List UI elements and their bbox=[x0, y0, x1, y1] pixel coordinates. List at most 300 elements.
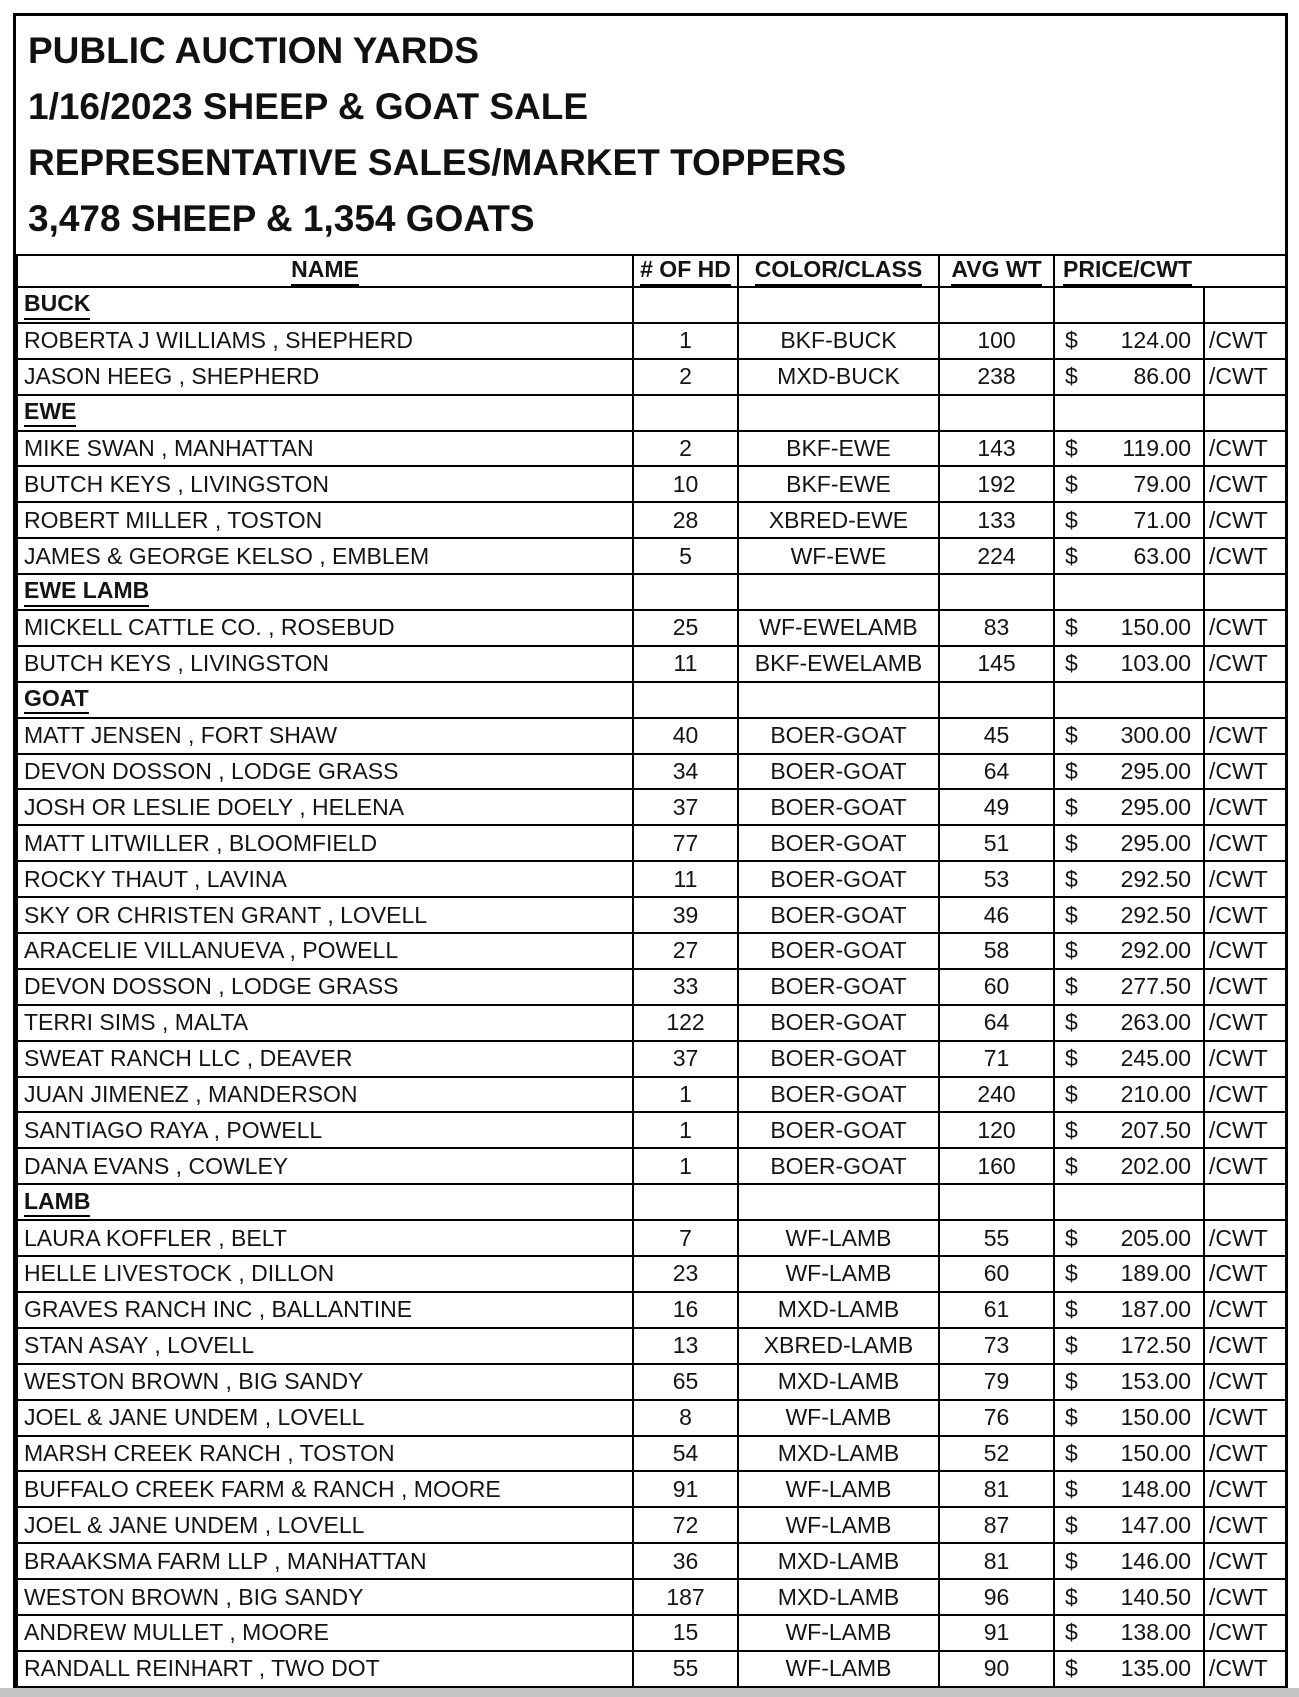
color-class-cell: WF-LAMB bbox=[738, 1615, 939, 1651]
price-wrap bbox=[1055, 902, 1203, 929]
price-amount: 245.00 bbox=[1120, 1045, 1191, 1072]
price-cell bbox=[1054, 502, 1204, 538]
avg-weight-cell: 53 bbox=[939, 861, 1054, 897]
price-amount: 103.00 bbox=[1120, 650, 1191, 677]
color-class-cell: BOER-GOAT bbox=[738, 1148, 939, 1184]
price-unit-cell: /CWT bbox=[1204, 1292, 1286, 1328]
avg-weight-cell: 90 bbox=[939, 1651, 1054, 1687]
section-row bbox=[17, 682, 1286, 718]
seller-name-cell: JUAN JIMENEZ , MANDERSON bbox=[17, 1077, 633, 1113]
head-count-cell: 36 bbox=[633, 1543, 738, 1579]
price-cell bbox=[1054, 969, 1204, 1005]
price-unit-cell: /CWT bbox=[1204, 1077, 1286, 1113]
head-count-cell: 122 bbox=[633, 1005, 738, 1041]
section-label-cell bbox=[17, 682, 633, 718]
table-row bbox=[17, 1507, 1286, 1543]
price-wrap bbox=[1055, 543, 1203, 570]
column-header-price-cwt bbox=[1054, 255, 1286, 287]
table-row bbox=[17, 861, 1286, 897]
table-row bbox=[17, 1005, 1286, 1041]
price-cell bbox=[1054, 1436, 1204, 1472]
price-amount: 207.50 bbox=[1120, 1116, 1191, 1143]
table-row bbox=[17, 1077, 1286, 1113]
color-class-cell: MXD-LAMB bbox=[738, 1364, 939, 1400]
seller-name-cell: JOEL & JANE UNDEM , LOVELL bbox=[17, 1507, 633, 1543]
empty-cell bbox=[939, 287, 1054, 323]
empty-cell bbox=[1204, 682, 1286, 718]
table-row bbox=[17, 897, 1286, 933]
column-header-color-class bbox=[738, 255, 939, 287]
empty-cell bbox=[1204, 287, 1286, 323]
currency-symbol: $ bbox=[1065, 1224, 1078, 1251]
column-header-avg-wt bbox=[939, 255, 1054, 287]
price-cell bbox=[1054, 718, 1204, 754]
currency-symbol: $ bbox=[1065, 793, 1078, 820]
column-header-avg-wt-label: AVG WT bbox=[951, 257, 1041, 285]
currency-symbol: $ bbox=[1065, 327, 1078, 354]
price-unit-cell: /CWT bbox=[1204, 825, 1286, 861]
table-row bbox=[17, 1651, 1286, 1687]
currency-symbol: $ bbox=[1065, 1475, 1078, 1502]
price-cell bbox=[1054, 1507, 1204, 1543]
empty-cell bbox=[633, 682, 738, 718]
currency-symbol: $ bbox=[1065, 1081, 1078, 1108]
seller-name-cell: JOSH OR LESLIE DOELY , HELENA bbox=[17, 789, 633, 825]
report-date-line: 1/16/2023 SHEEP & GOAT SALE bbox=[28, 86, 589, 127]
price-unit-cell: /CWT bbox=[1204, 1328, 1286, 1364]
report-counts-line: 3,478 SHEEP & 1,354 GOATS bbox=[28, 198, 535, 239]
head-count-cell: 11 bbox=[633, 861, 738, 897]
column-header-head-count-label: # OF HD bbox=[640, 257, 731, 285]
price-cell bbox=[1054, 1579, 1204, 1615]
price-cell bbox=[1054, 646, 1204, 682]
currency-symbol: $ bbox=[1065, 901, 1078, 928]
price-cell bbox=[1054, 1041, 1204, 1077]
price-wrap bbox=[1055, 1512, 1203, 1539]
seller-name-cell: WESTON BROWN , BIG SANDY bbox=[17, 1364, 633, 1400]
head-count-cell: 13 bbox=[633, 1328, 738, 1364]
color-class-cell: BKF-EWE bbox=[738, 431, 939, 467]
seller-name-cell: ARACELIE VILLANUEVA , POWELL bbox=[17, 933, 633, 969]
empty-cell bbox=[939, 682, 1054, 718]
price-wrap bbox=[1055, 1117, 1203, 1144]
head-count-cell: 34 bbox=[633, 754, 738, 790]
price-wrap bbox=[1055, 1332, 1203, 1359]
price-wrap bbox=[1055, 722, 1203, 749]
currency-symbol: $ bbox=[1065, 1296, 1078, 1323]
avg-weight-cell: 55 bbox=[939, 1220, 1054, 1256]
price-amount: 292.00 bbox=[1120, 937, 1191, 964]
price-wrap bbox=[1055, 937, 1203, 964]
color-class-cell: WF-LAMB bbox=[738, 1471, 939, 1507]
price-unit-cell: /CWT bbox=[1204, 1543, 1286, 1579]
seller-name-cell: ANDREW MULLET , MOORE bbox=[17, 1615, 633, 1651]
seller-name-cell: DANA EVANS , COWLEY bbox=[17, 1148, 633, 1184]
currency-symbol: $ bbox=[1065, 1332, 1078, 1359]
avg-weight-cell: 73 bbox=[939, 1328, 1054, 1364]
seller-name-cell: BUTCH KEYS , LIVINGSTON bbox=[17, 466, 633, 502]
price-amount: 205.00 bbox=[1120, 1224, 1191, 1251]
price-amount: 135.00 bbox=[1120, 1655, 1191, 1682]
seller-name-cell: JAMES & GEORGE KELSO , EMBLEM bbox=[17, 538, 633, 574]
table-row bbox=[17, 646, 1286, 682]
price-amount: 86.00 bbox=[1133, 363, 1191, 390]
price-unit-cell: /CWT bbox=[1204, 1220, 1286, 1256]
head-count-cell: 8 bbox=[633, 1400, 738, 1436]
table-row bbox=[17, 1112, 1286, 1148]
price-cell bbox=[1054, 359, 1204, 395]
avg-weight-cell: 79 bbox=[939, 1364, 1054, 1400]
price-unit-cell: /CWT bbox=[1204, 502, 1286, 538]
seller-name-cell: JASON HEEG , SHEPHERD bbox=[17, 359, 633, 395]
price-wrap bbox=[1055, 1296, 1203, 1323]
currency-symbol: $ bbox=[1065, 470, 1078, 497]
avg-weight-cell: 49 bbox=[939, 789, 1054, 825]
empty-cell bbox=[1204, 574, 1286, 610]
price-wrap bbox=[1055, 1225, 1203, 1252]
price-amount: 150.00 bbox=[1120, 614, 1191, 641]
seller-name-cell: SKY OR CHRISTEN GRANT , LOVELL bbox=[17, 897, 633, 933]
currency-symbol: $ bbox=[1065, 1116, 1078, 1143]
price-amount: 79.00 bbox=[1133, 470, 1191, 497]
color-class-cell: BOER-GOAT bbox=[738, 718, 939, 754]
price-cell bbox=[1054, 610, 1204, 646]
price-unit-cell: /CWT bbox=[1204, 538, 1286, 574]
seller-name-cell: MATT LITWILLER , BLOOMFIELD bbox=[17, 825, 633, 861]
price-amount: 189.00 bbox=[1120, 1260, 1191, 1287]
currency-symbol: $ bbox=[1065, 1368, 1078, 1395]
section-row bbox=[17, 395, 1286, 431]
avg-weight-cell: 58 bbox=[939, 933, 1054, 969]
color-class-cell: BOER-GOAT bbox=[738, 1041, 939, 1077]
empty-cell bbox=[1054, 574, 1204, 610]
section-label: EWE bbox=[24, 399, 76, 427]
section-label: BUCK bbox=[24, 291, 90, 319]
price-wrap bbox=[1055, 830, 1203, 857]
color-class-cell: BOER-GOAT bbox=[738, 1005, 939, 1041]
head-count-cell: 15 bbox=[633, 1615, 738, 1651]
table-header-row bbox=[17, 255, 1286, 287]
table-row bbox=[17, 1328, 1286, 1364]
price-cell bbox=[1054, 1364, 1204, 1400]
currency-symbol: $ bbox=[1065, 1045, 1078, 1072]
price-wrap bbox=[1055, 866, 1203, 893]
price-cell bbox=[1054, 1651, 1204, 1687]
column-header-name-label: NAME bbox=[291, 257, 359, 285]
price-unit-cell: /CWT bbox=[1204, 1471, 1286, 1507]
table-row bbox=[17, 825, 1286, 861]
color-class-cell: WF-LAMB bbox=[738, 1256, 939, 1292]
price-amount: 295.00 bbox=[1120, 829, 1191, 856]
color-class-cell: BOER-GOAT bbox=[738, 754, 939, 790]
price-amount: 187.00 bbox=[1120, 1296, 1191, 1323]
price-cell bbox=[1054, 825, 1204, 861]
seller-name-cell: RANDALL REINHART , TWO DOT bbox=[17, 1651, 633, 1687]
currency-symbol: $ bbox=[1065, 506, 1078, 533]
currency-symbol: $ bbox=[1065, 363, 1078, 390]
avg-weight-cell: 91 bbox=[939, 1615, 1054, 1651]
price-amount: 295.00 bbox=[1120, 793, 1191, 820]
avg-weight-cell: 64 bbox=[939, 754, 1054, 790]
price-amount: 210.00 bbox=[1120, 1081, 1191, 1108]
price-wrap bbox=[1055, 1081, 1203, 1108]
table-row bbox=[17, 431, 1286, 467]
price-unit-cell: /CWT bbox=[1204, 1579, 1286, 1615]
avg-weight-cell: 51 bbox=[939, 825, 1054, 861]
price-unit-cell: /CWT bbox=[1204, 431, 1286, 467]
price-amount: 147.00 bbox=[1120, 1511, 1191, 1538]
avg-weight-cell: 87 bbox=[939, 1507, 1054, 1543]
price-wrap bbox=[1055, 471, 1203, 498]
color-class-cell: BOER-GOAT bbox=[738, 861, 939, 897]
avg-weight-cell: 81 bbox=[939, 1543, 1054, 1579]
price-amount: 150.00 bbox=[1120, 1439, 1191, 1466]
currency-symbol: $ bbox=[1065, 1583, 1078, 1610]
empty-cell bbox=[633, 574, 738, 610]
empty-cell bbox=[738, 682, 939, 718]
price-amount: 153.00 bbox=[1120, 1368, 1191, 1395]
price-amount: 148.00 bbox=[1120, 1475, 1191, 1502]
table-row bbox=[17, 1579, 1286, 1615]
table-row bbox=[17, 502, 1286, 538]
avg-weight-cell: 81 bbox=[939, 1471, 1054, 1507]
empty-cell bbox=[1204, 395, 1286, 431]
page-bottom-shadow bbox=[0, 1688, 1299, 1697]
head-count-cell: 23 bbox=[633, 1256, 738, 1292]
price-cell bbox=[1054, 897, 1204, 933]
table-row bbox=[17, 969, 1286, 1005]
price-amount: 263.00 bbox=[1120, 1009, 1191, 1036]
empty-cell bbox=[1204, 1184, 1286, 1220]
price-amount: 71.00 bbox=[1133, 506, 1191, 533]
head-count-cell: 54 bbox=[633, 1436, 738, 1472]
head-count-cell: 91 bbox=[633, 1471, 738, 1507]
price-cell bbox=[1054, 1112, 1204, 1148]
empty-cell bbox=[738, 1184, 939, 1220]
section-row bbox=[17, 574, 1286, 610]
table-row bbox=[17, 466, 1286, 502]
color-class-cell: WF-LAMB bbox=[738, 1220, 939, 1256]
price-cell bbox=[1054, 933, 1204, 969]
price-unit-cell: /CWT bbox=[1204, 1615, 1286, 1651]
price-unit-cell: /CWT bbox=[1204, 1112, 1286, 1148]
seller-name-cell: DEVON DOSSON , LODGE GRASS bbox=[17, 969, 633, 1005]
price-cell bbox=[1054, 1005, 1204, 1041]
color-class-cell: BKF-EWELAMB bbox=[738, 646, 939, 682]
price-amount: 150.00 bbox=[1120, 1404, 1191, 1431]
price-wrap bbox=[1055, 758, 1203, 785]
price-wrap bbox=[1055, 1368, 1203, 1395]
head-count-cell: 16 bbox=[633, 1292, 738, 1328]
color-class-cell: BOER-GOAT bbox=[738, 789, 939, 825]
empty-cell bbox=[738, 395, 939, 431]
avg-weight-cell: 133 bbox=[939, 502, 1054, 538]
empty-cell bbox=[1054, 395, 1204, 431]
head-count-cell: 72 bbox=[633, 1507, 738, 1543]
price-wrap bbox=[1055, 1476, 1203, 1503]
color-class-cell: BOER-GOAT bbox=[738, 897, 939, 933]
price-unit-cell: /CWT bbox=[1204, 1651, 1286, 1687]
currency-symbol: $ bbox=[1065, 1152, 1078, 1179]
seller-name-cell: ROBERTA J WILLIAMS , SHEPHERD bbox=[17, 323, 633, 359]
empty-cell bbox=[1054, 682, 1204, 718]
color-class-cell: MXD-BUCK bbox=[738, 359, 939, 395]
color-class-cell: WF-LAMB bbox=[738, 1651, 939, 1687]
head-count-cell: 37 bbox=[633, 1041, 738, 1077]
currency-symbol: $ bbox=[1065, 1655, 1078, 1682]
price-amount: 277.50 bbox=[1120, 973, 1191, 1000]
price-amount: 140.50 bbox=[1120, 1583, 1191, 1610]
table-row bbox=[17, 1471, 1286, 1507]
currency-symbol: $ bbox=[1065, 1260, 1078, 1287]
color-class-cell: XBRED-LAMB bbox=[738, 1328, 939, 1364]
price-unit-cell: /CWT bbox=[1204, 1256, 1286, 1292]
section-label: EWE LAMB bbox=[24, 578, 149, 606]
currency-symbol: $ bbox=[1065, 542, 1078, 569]
price-amount: 146.00 bbox=[1120, 1547, 1191, 1574]
seller-name-cell: BUFFALO CREEK FARM & RANCH , MOORE bbox=[17, 1471, 633, 1507]
head-count-cell: 39 bbox=[633, 897, 738, 933]
head-count-cell: 10 bbox=[633, 466, 738, 502]
price-cell bbox=[1054, 1292, 1204, 1328]
head-count-cell: 1 bbox=[633, 1077, 738, 1113]
price-wrap bbox=[1055, 973, 1203, 1000]
head-count-cell: 65 bbox=[633, 1364, 738, 1400]
price-cell bbox=[1054, 754, 1204, 790]
table-row bbox=[17, 1436, 1286, 1472]
price-wrap bbox=[1055, 327, 1203, 354]
avg-weight-cell: 160 bbox=[939, 1148, 1054, 1184]
table-row bbox=[17, 718, 1286, 754]
table-row bbox=[17, 359, 1286, 395]
color-class-cell: BOER-GOAT bbox=[738, 1112, 939, 1148]
report-title-block bbox=[16, 16, 1285, 254]
avg-weight-cell: 238 bbox=[939, 359, 1054, 395]
empty-cell bbox=[939, 395, 1054, 431]
price-cell bbox=[1054, 1400, 1204, 1436]
seller-name-cell: HELLE LIVESTOCK , DILLON bbox=[17, 1256, 633, 1292]
price-wrap bbox=[1055, 363, 1203, 390]
section-row bbox=[17, 287, 1286, 323]
price-wrap bbox=[1055, 794, 1203, 821]
avg-weight-cell: 100 bbox=[939, 323, 1054, 359]
head-count-cell: 28 bbox=[633, 502, 738, 538]
seller-name-cell: MARSH CREEK RANCH , TOSTON bbox=[17, 1436, 633, 1472]
price-unit-cell: /CWT bbox=[1204, 897, 1286, 933]
price-unit-cell: /CWT bbox=[1204, 1005, 1286, 1041]
section-row bbox=[17, 1184, 1286, 1220]
price-wrap bbox=[1055, 507, 1203, 534]
avg-weight-cell: 71 bbox=[939, 1041, 1054, 1077]
head-count-cell: 1 bbox=[633, 323, 738, 359]
table-row bbox=[17, 1292, 1286, 1328]
table-row bbox=[17, 1364, 1286, 1400]
currency-symbol: $ bbox=[1065, 614, 1078, 641]
empty-cell bbox=[939, 574, 1054, 610]
price-unit-cell: /CWT bbox=[1204, 1507, 1286, 1543]
color-class-cell: XBRED-EWE bbox=[738, 502, 939, 538]
price-amount: 295.00 bbox=[1120, 758, 1191, 785]
seller-name-cell: BRAAKSMA FARM LLP , MANHATTAN bbox=[17, 1543, 633, 1579]
avg-weight-cell: 96 bbox=[939, 1579, 1054, 1615]
auction-report-sheet bbox=[13, 13, 1288, 1691]
section-label-cell bbox=[17, 574, 633, 610]
price-amount: 300.00 bbox=[1120, 722, 1191, 749]
price-amount: 292.50 bbox=[1120, 901, 1191, 928]
empty-cell bbox=[1054, 1184, 1204, 1220]
price-wrap bbox=[1055, 1619, 1203, 1646]
seller-name-cell: MATT JENSEN , FORT SHAW bbox=[17, 718, 633, 754]
price-amount: 63.00 bbox=[1133, 542, 1191, 569]
price-cell bbox=[1054, 1615, 1204, 1651]
avg-weight-cell: 46 bbox=[939, 897, 1054, 933]
avg-weight-cell: 76 bbox=[939, 1400, 1054, 1436]
price-unit-cell: /CWT bbox=[1204, 466, 1286, 502]
price-unit-cell: /CWT bbox=[1204, 861, 1286, 897]
avg-weight-cell: 192 bbox=[939, 466, 1054, 502]
empty-cell bbox=[633, 395, 738, 431]
head-count-cell: 33 bbox=[633, 969, 738, 1005]
table-row bbox=[17, 789, 1286, 825]
price-unit-cell: /CWT bbox=[1204, 754, 1286, 790]
price-amount: 119.00 bbox=[1122, 435, 1191, 461]
avg-weight-cell: 143 bbox=[939, 431, 1054, 467]
color-class-cell: WF-LAMB bbox=[738, 1507, 939, 1543]
price-unit-cell: /CWT bbox=[1204, 646, 1286, 682]
head-count-cell: 40 bbox=[633, 718, 738, 754]
avg-weight-cell: 64 bbox=[939, 1005, 1054, 1041]
price-wrap bbox=[1055, 1153, 1203, 1180]
table-body bbox=[17, 287, 1286, 1687]
price-wrap bbox=[1055, 1440, 1203, 1467]
empty-cell bbox=[738, 287, 939, 323]
currency-symbol: $ bbox=[1065, 865, 1078, 892]
seller-name-cell: BUTCH KEYS , LIVINGSTON bbox=[17, 646, 633, 682]
price-wrap bbox=[1055, 1655, 1203, 1682]
head-count-cell: 2 bbox=[633, 359, 738, 395]
seller-name-cell: LAURA KOFFLER , BELT bbox=[17, 1220, 633, 1256]
price-wrap bbox=[1055, 1404, 1203, 1431]
head-count-cell: 7 bbox=[633, 1220, 738, 1256]
price-cell bbox=[1054, 538, 1204, 574]
price-cell bbox=[1054, 1077, 1204, 1113]
price-amount: 172.50 bbox=[1120, 1332, 1191, 1359]
price-cell bbox=[1054, 789, 1204, 825]
color-class-cell: MXD-LAMB bbox=[738, 1579, 939, 1615]
sales-table bbox=[16, 254, 1287, 1688]
price-unit-cell: /CWT bbox=[1204, 1364, 1286, 1400]
column-header-color-class-label: COLOR/CLASS bbox=[755, 257, 922, 285]
price-cell bbox=[1054, 323, 1204, 359]
color-class-cell: BOER-GOAT bbox=[738, 969, 939, 1005]
currency-symbol: $ bbox=[1065, 1439, 1078, 1466]
color-class-cell: BOER-GOAT bbox=[738, 825, 939, 861]
head-count-cell: 11 bbox=[633, 646, 738, 682]
table-row bbox=[17, 1220, 1286, 1256]
price-unit-cell: /CWT bbox=[1204, 1400, 1286, 1436]
seller-name-cell: GRAVES RANCH INC , BALLANTINE bbox=[17, 1292, 633, 1328]
column-header-name bbox=[17, 255, 633, 287]
empty-cell bbox=[939, 1184, 1054, 1220]
seller-name-cell: ROBERT MILLER , TOSTON bbox=[17, 502, 633, 538]
currency-symbol: $ bbox=[1065, 650, 1078, 677]
table-row bbox=[17, 538, 1286, 574]
color-class-cell: BOER-GOAT bbox=[738, 1077, 939, 1113]
seller-name-cell: JOEL & JANE UNDEM , LOVELL bbox=[17, 1400, 633, 1436]
price-unit-cell: /CWT bbox=[1204, 323, 1286, 359]
head-count-cell: 25 bbox=[633, 610, 738, 646]
seller-name-cell: MIKE SWAN , MANHATTAN bbox=[17, 431, 633, 467]
